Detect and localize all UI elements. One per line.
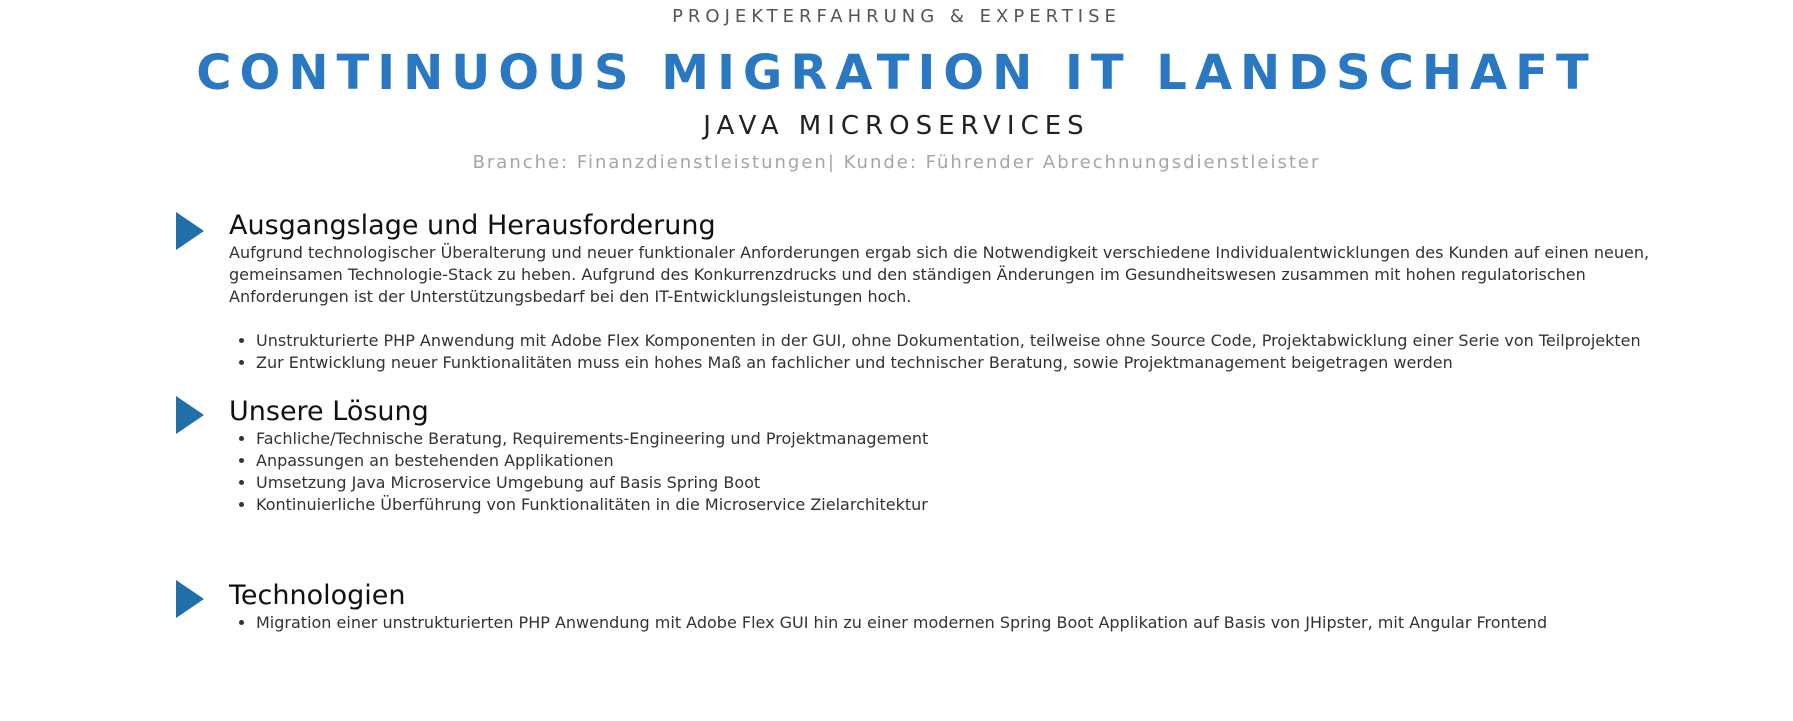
list-item: • Umsetzung Java Microservice Umgebung auf Basis Spring Boot xyxy=(256,472,1669,494)
triangle-arrow-icon xyxy=(176,212,204,250)
eyebrow-label: PROJEKTERFAHRUNG & EXPERTISE xyxy=(672,6,1121,27)
section-body xyxy=(229,242,1669,374)
list-item: • Migration einer unstrukturierten PHP Anwendung mit Adobe Flex GUI hin zu einer modernen Spring Boot Applikation auf Basis von JHipster, mit Angular Frontend xyxy=(256,612,1669,634)
industry-client-line: Branche: Finanzdienstleistungen| Kunde: Führender Abrechnungsdienstleister xyxy=(472,152,1321,173)
bullet-list xyxy=(229,612,1669,634)
list-item: • Anpassungen an bestehenden Applikationen xyxy=(256,450,1669,472)
page-title: CONTINUOUS MIGRATION IT LANDSCHAFT xyxy=(196,45,1597,101)
section-body xyxy=(229,612,1669,634)
list-item: • Zur Entwicklung neuer Funktionalitäten muss ein hohes Maß an fachlicher und technischer Beratung, sowie Projektmanagement beigetragen werden xyxy=(256,352,1669,374)
section-title: Unsere Lösung xyxy=(229,396,429,427)
page-subtitle: JAVA MICROSERVICES xyxy=(703,111,1090,141)
list-item: • Unstrukturierte PHP Anwendung mit Adobe Flex Komponenten in der GUI, ohne Dokumentation, teilweise ohne Source Code, Projektabwicklung einer Serie von Teilprojekten xyxy=(256,330,1669,352)
triangle-arrow-icon xyxy=(176,396,204,434)
bullet-list xyxy=(229,428,1669,516)
triangle-arrow-icon xyxy=(176,580,204,618)
section-paragraph: Aufgrund technologischer Überalterung und neuer funktionaler Anforderungen ergab sich die Notwendigkeit verschiedene Individualentwicklungen des Kunden auf einen neuen, gemeinsamen Technologie-Stack zu heben. Aufgrund des Konkurrenzdrucks und den ständigen Änderungen im Gesundheitswesen zusammen mit hohen regulatorischen Anforderungen ist der Unterstützungsbedarf bei den IT-Entwicklungsleistungen hoch. xyxy=(229,243,1650,306)
bullet-list xyxy=(229,330,1669,374)
section-body xyxy=(229,428,1669,516)
list-item: • Kontinuierliche Überführung von Funktionalitäten in die Microservice Zielarchitektur xyxy=(256,494,1669,516)
section-title: Ausgangslage und Herausforderung xyxy=(229,210,716,241)
section-title: Technologien xyxy=(229,580,406,611)
list-item: • Fachliche/Technische Beratung, Requirements-Engineering und Projektmanagement xyxy=(256,428,1669,450)
